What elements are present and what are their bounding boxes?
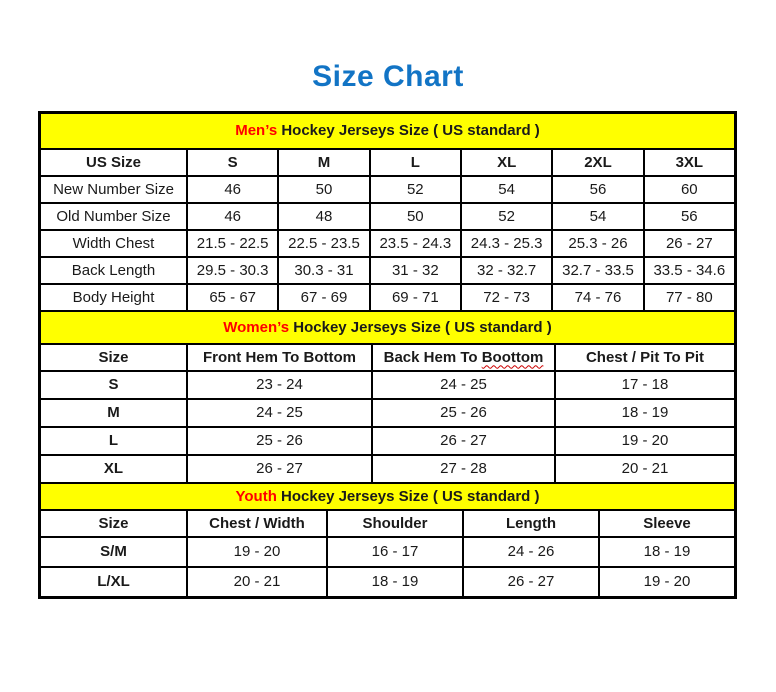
womens-row-label: M: [40, 399, 187, 427]
table-row: [40, 427, 735, 455]
youth-column-header: Length: [463, 510, 599, 537]
womens-cell: 26 - 27: [187, 455, 372, 483]
youth-row-label: L/XL: [40, 567, 187, 597]
table-row: [40, 371, 735, 399]
youth-section-header: [40, 483, 735, 510]
mens-cell: 50: [278, 176, 369, 203]
womens-cell: 25 - 26: [372, 399, 555, 427]
youth-cell: 19 - 20: [599, 567, 735, 597]
mens-column-header: 3XL: [644, 149, 735, 176]
mens-row-label: Body Height: [40, 284, 187, 311]
table-row: [40, 203, 735, 230]
womens-column-header: Chest / Pit To Pit: [555, 344, 735, 371]
table-row: [40, 537, 735, 567]
youth-column-header: Size: [40, 510, 187, 537]
mens-cell: 54: [552, 203, 643, 230]
womens-misspelled-word: Boottom: [481, 348, 544, 366]
mens-band-row: [40, 113, 735, 149]
womens-section-header: [40, 311, 735, 344]
youth-row-label: S/M: [40, 537, 187, 567]
youth-cell: 20 - 21: [187, 567, 327, 597]
mens-cell: 50: [370, 203, 461, 230]
mens-cell: 25.3 - 26: [552, 230, 643, 257]
womens-cell: 24 - 25: [187, 399, 372, 427]
mens-cell: 77 - 80: [644, 284, 735, 311]
table-row: [40, 176, 735, 203]
youth-header-row: [40, 510, 735, 537]
womens-header-row: [40, 344, 735, 371]
mens-cell: 74 - 76: [552, 284, 643, 311]
womens-cell: 20 - 21: [555, 455, 735, 483]
mens-cell: 32 - 32.7: [461, 257, 552, 284]
mens-cell: 56: [644, 203, 735, 230]
womens-cell: 27 - 28: [372, 455, 555, 483]
size-chart-tables: [38, 111, 737, 599]
youth-column-header: Sleeve: [599, 510, 735, 537]
mens-size-table: [39, 112, 736, 312]
mens-cell: 22.5 - 23.5: [278, 230, 369, 257]
womens-row-label: XL: [40, 455, 187, 483]
womens-cell: 18 - 19: [555, 399, 735, 427]
youth-cell: 18 - 19: [599, 537, 735, 567]
womens-row-label: L: [40, 427, 187, 455]
mens-section-header: [40, 113, 735, 149]
mens-cell: 46: [187, 176, 278, 203]
mens-cell: 33.5 - 34.6: [644, 257, 735, 284]
mens-cell: 67 - 69: [278, 284, 369, 311]
mens-cell: 23.5 - 24.3: [370, 230, 461, 257]
mens-column-header: XL: [461, 149, 552, 176]
womens-cell: 25 - 26: [187, 427, 372, 455]
mens-column-header: US Size: [40, 149, 187, 176]
womens-cell: 24 - 25: [372, 371, 555, 399]
mens-cell: 29.5 - 30.3: [187, 257, 278, 284]
mens-cell: 60: [644, 176, 735, 203]
mens-cell: 54: [461, 176, 552, 203]
mens-column-header: S: [187, 149, 278, 176]
table-row: [40, 399, 735, 427]
womens-cell: 17 - 18: [555, 371, 735, 399]
page-title: Size Chart: [312, 60, 464, 93]
table-row: [40, 455, 735, 483]
mens-cell: 46: [187, 203, 278, 230]
table-row: [40, 230, 735, 257]
womens-row-label: S: [40, 371, 187, 399]
mens-cell: 56: [552, 176, 643, 203]
table-row: [40, 257, 735, 284]
mens-row-label: Old Number Size: [40, 203, 187, 230]
mens-cell: 30.3 - 31: [278, 257, 369, 284]
mens-cell: 24.3 - 25.3: [461, 230, 552, 257]
womens-size-table: [39, 310, 736, 484]
mens-cell: 72 - 73: [461, 284, 552, 311]
youth-section-highlight: Youth: [235, 487, 277, 505]
womens-column-header: Front Hem To Bottom: [187, 344, 372, 371]
womens-section-highlight: Women’s: [223, 318, 290, 336]
womens-band-row: [40, 311, 735, 344]
mens-header-row: [40, 149, 735, 176]
youth-cell: 19 - 20: [187, 537, 327, 567]
youth-size-table: [39, 482, 736, 598]
mens-cell: 69 - 71: [370, 284, 461, 311]
table-row: [40, 567, 735, 597]
mens-section-highlight: Men’s: [235, 122, 278, 139]
youth-section-title-rest: Hockey Jerseys Size ( US standard ): [276, 487, 540, 505]
youth-cell: 18 - 19: [327, 567, 463, 597]
mens-cell: 52: [370, 176, 461, 203]
womens-column-header: Size: [40, 344, 187, 371]
mens-cell: 65 - 67: [187, 284, 278, 311]
youth-cell: 26 - 27: [463, 567, 599, 597]
youth-cell: 16 - 17: [327, 537, 463, 567]
womens-column-header-misspelled: [372, 344, 555, 371]
womens-cell: 19 - 20: [555, 427, 735, 455]
womens-cell: 23 - 24: [187, 371, 372, 399]
youth-band-row: [40, 483, 735, 510]
table-row: [40, 284, 735, 311]
youth-column-header: Chest / Width: [187, 510, 327, 537]
womens-cell: 26 - 27: [372, 427, 555, 455]
mens-column-header: L: [370, 149, 461, 176]
mens-column-header: M: [278, 149, 369, 176]
mens-cell: 26 - 27: [644, 230, 735, 257]
mens-cell: 21.5 - 22.5: [187, 230, 278, 257]
mens-cell: 31 - 32: [370, 257, 461, 284]
womens-misspelled-prefix: Back Hem To: [383, 348, 482, 366]
mens-cell: 48: [278, 203, 369, 230]
youth-column-header: Shoulder: [327, 510, 463, 537]
mens-section-title-rest: Hockey Jerseys Size ( US standard ): [277, 122, 540, 139]
mens-column-header: 2XL: [552, 149, 643, 176]
mens-cell: 32.7 - 33.5: [552, 257, 643, 284]
mens-row-label: Width Chest: [40, 230, 187, 257]
youth-cell: 24 - 26: [463, 537, 599, 567]
womens-section-title-rest: Hockey Jerseys Size ( US standard ): [289, 318, 552, 336]
mens-cell: 52: [461, 203, 552, 230]
mens-row-label: New Number Size: [40, 176, 187, 203]
mens-row-label: Back Length: [40, 257, 187, 284]
